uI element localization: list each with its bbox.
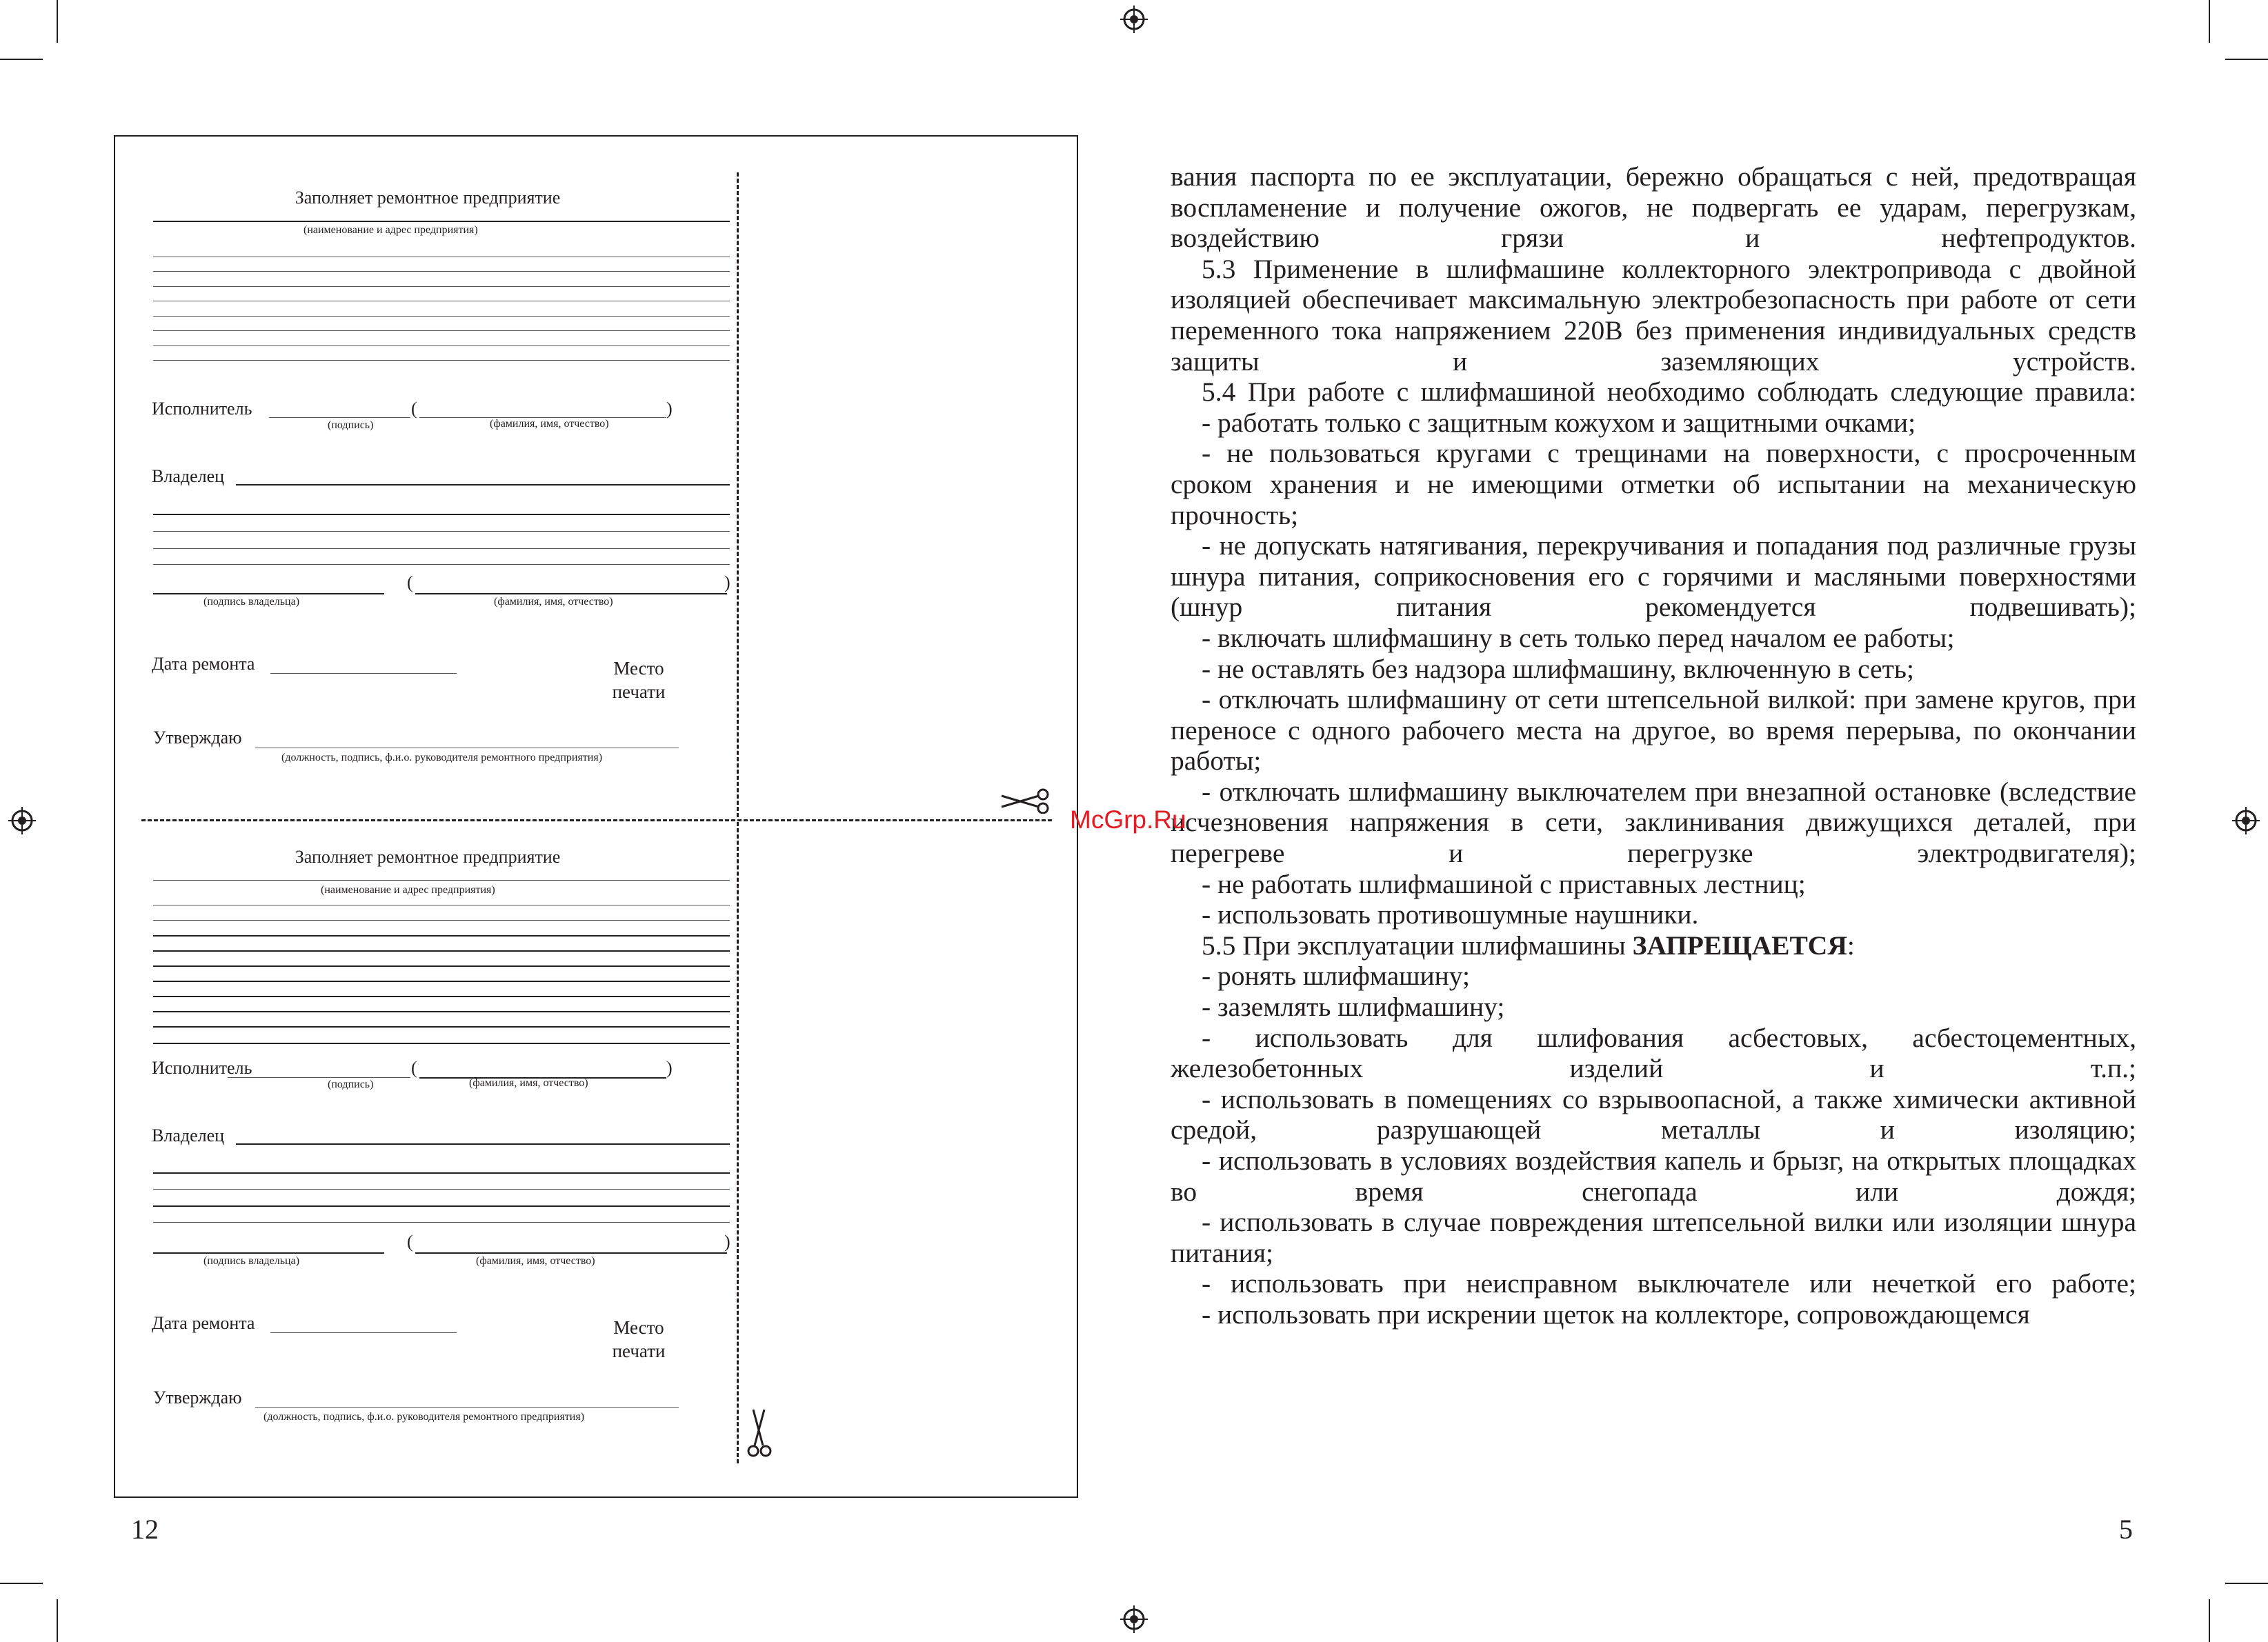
fio-caption: (фамилия, имя, отчество) bbox=[490, 418, 609, 430]
executor-label: Исполнитель bbox=[152, 1058, 252, 1078]
signature-caption: (подпись) bbox=[328, 1079, 374, 1090]
page-number-right: 5 bbox=[2119, 1514, 2133, 1545]
cut-line-vertical bbox=[737, 822, 739, 1463]
owner-label: Владелец bbox=[152, 1125, 225, 1145]
crop-mark bbox=[2225, 59, 2268, 60]
list-item: - использовать в помещениях со взрывоопасной, а также химически активной средой, разрушающей металлы и изоляцию; bbox=[1171, 1083, 2136, 1145]
approve-caption: (должность, подпись, ф.и.о. руководителя ремонтного предприятия) bbox=[281, 752, 603, 763]
scissors-icon bbox=[997, 786, 1053, 814]
owner-name-field[interactable] bbox=[415, 593, 727, 594]
list-item: - использовать в случае повреждения штепсельной вилки или изоляции шнура питания; bbox=[1171, 1207, 2136, 1268]
executor-signature-field[interactable] bbox=[228, 1077, 410, 1078]
form-title: Заполняет ремонтное предприятие bbox=[295, 188, 561, 208]
list-item: - не работать шлифмашиной с приставных лестниц; bbox=[1202, 868, 1806, 899]
paragraph: 5.5 При эксплуатации шлифмашины ЗАПРЕЩАЕТСЯ: bbox=[1202, 930, 1855, 961]
executor-signature-field[interactable] bbox=[269, 417, 410, 418]
crop-mark bbox=[57, 1599, 58, 1642]
owner-name-field[interactable] bbox=[415, 1252, 727, 1254]
signature-caption: (подпись) bbox=[328, 419, 374, 431]
list-item: - заземлять шлифмашину; bbox=[1202, 992, 1505, 1023]
owner-signature-field[interactable] bbox=[153, 593, 384, 594]
watermark: McGrp.Ru bbox=[1070, 805, 1186, 834]
list-item: - использовать для шлифования асбестовых, асбестоцементных, железобетонных изделий и т.п.; bbox=[1171, 1022, 2136, 1084]
form-title: Заполняет ремонтное предприятие bbox=[295, 847, 561, 867]
stamp-place: Место печати bbox=[612, 1317, 666, 1361]
list-item: - использовать в условиях воздействия капель и брызг, на открытых площадках во время снегопада или дождя; bbox=[1171, 1145, 2136, 1207]
registration-mark-icon bbox=[1120, 1605, 1148, 1633]
owner-signature-field[interactable] bbox=[153, 1252, 384, 1254]
owner-field[interactable] bbox=[236, 1143, 730, 1145]
list-item: - использовать при искрении щеток на коллекторе, сопровождающемся bbox=[1202, 1299, 2030, 1330]
paragraph: вания паспорта по ее эксплуатации, бережно обращаться с ней, предотвращая воспламенение и получение ожогов, не подвергать ее ударам, перегрузкам, воздействию грязи и нефтепродуктов. bbox=[1171, 161, 2136, 254]
list-item: - не оставлять без надзора шлифмашину, включенную в сеть; bbox=[1202, 653, 1914, 684]
owner-field[interactable] bbox=[236, 484, 730, 485]
repair-date-field[interactable] bbox=[270, 673, 457, 674]
paragraph: 5.3 Применение в шлифмашине коллекторного электропривода с двойной изоляцией обеспечивает максимальную электробезопасность при работе от сети переменного тока напряжением 220В без применения индивидуальных средств защиты и заземляющих устройств. bbox=[1171, 253, 2136, 377]
prohibited-heading: ЗАПРЕЩАЕТСЯ bbox=[1632, 930, 1847, 961]
list-item: - работать только с защитным кожухом и защитными очками; bbox=[1202, 407, 1916, 438]
approve-caption: (должность, подпись, ф.и.о. руководителя ремонтного предприятия) bbox=[263, 1411, 585, 1423]
approve-label: Утверждаю bbox=[153, 1388, 242, 1408]
enterprise-caption: (наименование и адрес предприятия) bbox=[304, 224, 478, 236]
list-item: - ронять шлифмашину; bbox=[1202, 961, 1471, 992]
paragraph: 5.4 При работе с шлифмашиной необходимо соблюдать следующие правила: bbox=[1202, 377, 2136, 408]
repair-form-box bbox=[114, 135, 1078, 1498]
registration-mark-icon bbox=[2232, 807, 2260, 834]
page-number-left: 12 bbox=[131, 1514, 159, 1545]
fio-caption: (фамилия, имя, отчество) bbox=[469, 1077, 588, 1089]
approve-label: Утверждаю bbox=[153, 728, 242, 748]
approve-field[interactable] bbox=[255, 1407, 679, 1408]
scissors-icon bbox=[745, 1407, 773, 1462]
fio-caption: (фамилия, имя, отчество) bbox=[476, 1255, 595, 1267]
safety-instructions-text bbox=[1171, 161, 2136, 1330]
executor-label: Исполнитель bbox=[152, 399, 252, 419]
crop-mark bbox=[2209, 0, 2210, 43]
list-item: - не допускать натягивания, перекручивания и попадания под различные грузы шнура питания, соприкосновения его с горячими и масляными поверхностями (шнур питания рекомендуется подвешивать); bbox=[1171, 530, 2136, 623]
owner-label: Владелец bbox=[152, 466, 225, 486]
crop-mark bbox=[2225, 1583, 2268, 1584]
repair-date-label: Дата ремонта bbox=[152, 1313, 255, 1333]
stamp-place: Место печати bbox=[612, 658, 666, 702]
list-item: - не пользоваться кругами с трещинами на поверхности, с просроченным сроком хранения и не имеющими отметки об испытании на механическую прочность; bbox=[1171, 438, 2136, 530]
fio-caption: (фамилия, имя, отчество) bbox=[494, 596, 613, 608]
cut-line-horizontal bbox=[141, 819, 1052, 821]
crop-mark bbox=[0, 59, 43, 60]
registration-mark-icon bbox=[1120, 6, 1148, 33]
list-item: - включать шлифмашину в сеть только перед началом ее работы; bbox=[1202, 622, 1955, 653]
owner-signature-caption: (подпись владельца) bbox=[203, 596, 300, 608]
list-item: - отключать шлифмашину от сети штепсельной вилкой: при замене кругов, при переносе с одного рабочего места на другое, во время перерыва, по окончании работы; bbox=[1171, 684, 2136, 777]
repair-date-label: Дата ремонта bbox=[152, 654, 255, 674]
crop-mark bbox=[2209, 1599, 2210, 1642]
list-item: - отключать шлифмашину выключателем при внезапной остановке (вследствие исчезновения напряжения в сети, заклинивания движущихся деталей, при перегреве и перегрузке электродвигателя); bbox=[1171, 776, 2136, 869]
owner-signature-caption: (подпись владельца) bbox=[203, 1255, 300, 1267]
crop-mark bbox=[57, 0, 58, 43]
registration-mark-icon bbox=[8, 807, 36, 834]
enterprise-caption: (наименование и адрес предприятия) bbox=[321, 884, 495, 896]
crop-mark bbox=[0, 1583, 43, 1584]
repair-date-field[interactable] bbox=[270, 1332, 457, 1333]
list-item: - использовать при неисправном выключателе или нечеткой его работе; bbox=[1202, 1268, 2136, 1299]
cut-line-vertical bbox=[737, 172, 739, 817]
list-item: - использовать противошумные наушники. bbox=[1202, 899, 1699, 930]
